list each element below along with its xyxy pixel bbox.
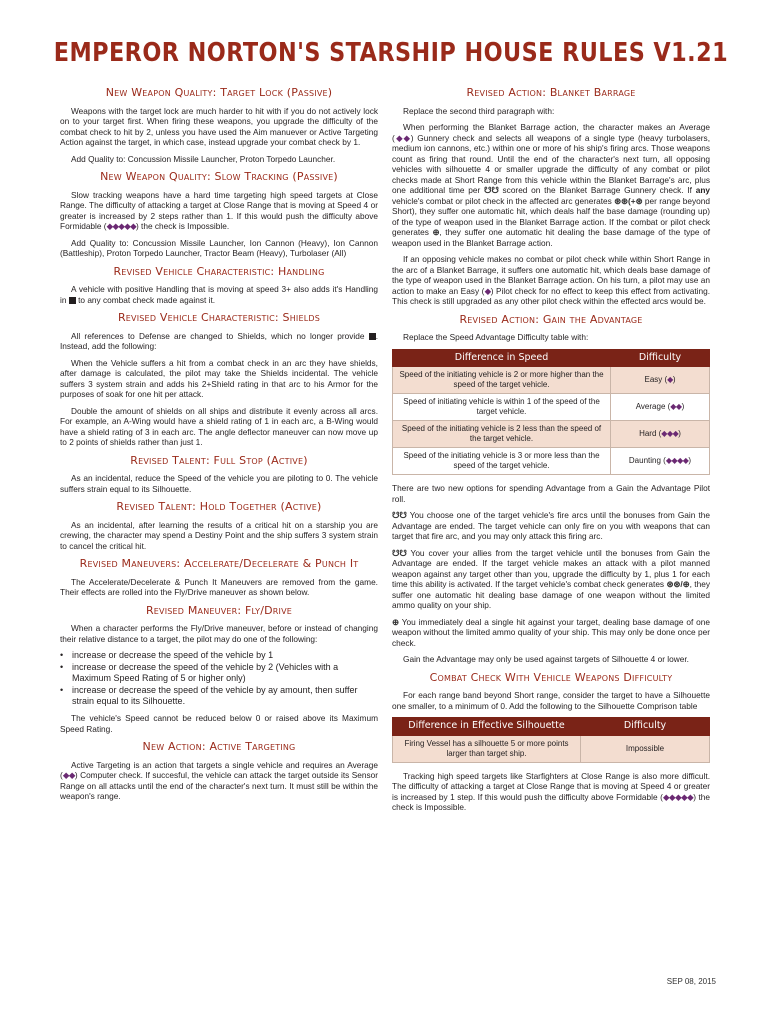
section-heading-fly-drive: Revised Maneuver: Fly/Drive	[145, 603, 293, 617]
footer-date: SEP 08, 2015	[666, 977, 716, 986]
table-row: Speed of initiating vehicle is within 1 of the speed of the target vehicle. Average (◆◆)	[393, 394, 710, 421]
paragraph: ☋☋ You choose one of the target vehicle's fire arcs until the bonuses from Gain the Advantage are ended. The target vehicle can only fire on you with weapons that can target that fire arc, and you may only attack this firing arc.	[392, 510, 711, 541]
difficulty-dice-icon: ◆◆	[62, 770, 75, 780]
paragraph: Add Quality to: Concussion Missile Launcher, Proton Torpedo Launcher.	[71, 153, 336, 164]
paragraph: The vehicle's Speed cannot be reduced below 0 or raised above its Maximum Speed Rating.	[60, 713, 378, 734]
triumph-symbol-icon: ⊛⊛/⊕	[666, 579, 690, 589]
table-header: Difference in Effective Silhouette	[393, 718, 581, 736]
advantage-symbol-icon: ☋☋	[392, 510, 407, 520]
paragraph: Replace the Speed Advantage Difficulty table with:	[403, 332, 589, 342]
list-item: • increase or decrease the speed of the vehicle by ay amount, then suffer strain equal to its Silhouette.	[60, 685, 378, 707]
section-heading-target-lock: New Weapon Quality: Target Lock (Passive)	[105, 86, 333, 99]
difficulty-dice-icon: ◆	[667, 375, 673, 384]
list-item: • increase or decrease the speed of the vehicle by 1	[60, 650, 378, 661]
section-heading-combat-check: Combat Check With Vehicle Weapons Difficulty	[429, 670, 673, 684]
paragraph: Double the amount of shields on all ships and distribute it evenly across all arcs. For example, an A-Wing would have a shield rating of 1 in each arc, a B-Wing would have a shield rating of 3 in each arc. The angle deflector maneuver can now move up to 2 points of shields rather than just 1.	[60, 405, 378, 447]
table-row: Speed of the initiating vehicle is 2 less than the speed of the target vehicle. Hard (◆◆◆)	[393, 421, 710, 448]
setback-die-icon	[369, 333, 376, 340]
paragraph: Weapons with the target lock are much harder to hit with if you do not actively lock on to your target first. When firing these weapons, you upgrade the difficulty of the combat check to hit by 2, unless you have used the Aim manuever or Active Targeting Action against the target, in which case, instead upgrade your combat check by 1.	[60, 105, 378, 147]
left-column	[60, 80, 378, 808]
paragraph: Gain the Advantage may only be used against targets of Silhouette 4 or lower.	[403, 654, 689, 664]
triumph-symbol-icon: ⊛⊛(+⊛	[614, 195, 643, 206]
section-heading-accelerate: Revised Maneuvers: Accelerate/Decelerate & Punch It	[79, 557, 359, 570]
difficulty-dice-icon: ◆◆◆	[661, 429, 679, 438]
paragraph: For each range band beyond Short range, consider the target to have a Silhouette one smaller, to a minimum of 0. Add the following to the Silhouette Comprison table	[392, 690, 710, 711]
section-heading-active-targeting: New Action: Active Targeting	[142, 740, 296, 753]
paragraph: Slow tracking weapons have a hard time targeting high speed targets at Close Range. The difficulty of attacking a target at Close Range that is moving at Speed 4 or greater is increased by 2 steps rather than 1. If this would push the difficulty above Formidable (◆◆◆◆◆) the check is Impossible.	[60, 189, 378, 231]
paragraph: Replace the second third paragraph with:	[403, 105, 555, 116]
paragraph: ☋☋ You cover your allies from the target vehicle until the bonuses from Gain the Advantage are ended. If the target vehicle makes an attack with a pilot manned weapon against any target other than you, upgrade the difficulty by 1, plus 1 for each time this ability is activated. If the target vehicle's combat check generates ⊛⊛/⊕, they suffer one automatic hit dealing base damage of one weapon without the limited ammo quality on your ship.	[392, 547, 711, 610]
table-row: Speed of the initiating vehicle is 2 or more higher than the speed of the target vehicle. Easy (◆)	[393, 367, 710, 394]
paragraph: Add Quality to: Concussion Missile Launcher, Ion Cannon (Heavy), Ion Cannon (Battleship), Proton Torpedo Launcher, Tractor Beam (Heavy), Turbolaser (All)	[60, 237, 378, 258]
section-heading-slow-tracking: New Weapon Quality: Slow Tracking (Passive)	[100, 170, 338, 183]
section-heading-handling: Revised Vehicle Characteristic: Handling	[113, 264, 325, 278]
difficulty-dice-icon: ◆◆◆◆◆	[106, 221, 136, 231]
bullet-list	[60, 650, 378, 707]
paragraph: When performing the Blanket Barrage action, the character makes an Average (◆◆) Gunnery check and selects all weapons of a single type (heavy turbolasers, medium ion cannons, etc.) within one or more of his ship's firing arcs. Those weapons count as firing that round. Until the end of the character's next turn, all opposing vehicles with silhouette 4 or smaller upgrade the difficulty of any combat or pilot checks made at Short Range from this vehicle within the Blanket Barrage's arc, plus one additional time per ☋☋ scored on the Blanket Barrage Gunnery check. If any vehicle's combat or pilot check in the affected arc generates ⊛⊛(+⊛ per range beyond Short), they suffer one automatic hit, which deals half the base damage (rounding up) of the type of weapon used in the Blanket Barrage action. If the combat or pilot check generates ⊕, they suffer one automatic hit dealing the base damage of the type of weapon used in the Blanket Barrage action.	[392, 122, 711, 248]
paragraph: Tracking high speed targets like Starfighters at Close Range is also more difficult. The difficulty of attacking a target at Close Range that is moving at Speed 4 or greater is increased by 1 step. If this would push the difficulty above Formidable (◆◆◆◆◆) the check is Impossible.	[392, 770, 710, 812]
advantage-symbol-icon: ☋☋	[392, 547, 407, 558]
difficulty-dice-icon: ◆◆◆◆	[665, 456, 689, 465]
paragraph: A vehicle with positive Handling that is moving at speed 3+ also adds it's Handling in to any combat check made against it.	[60, 284, 378, 305]
table-header: Difference in Speed	[393, 349, 611, 367]
difficulty-dice-icon: ◆◆◆◆◆	[662, 791, 694, 802]
setback-die-icon	[69, 297, 76, 304]
paragraph: As an incidental, reduce the Speed of the vehicle you are piloting to 0. The vehicle suffers strain equal to its Silhouette.	[60, 473, 378, 494]
speed-difficulty-table	[392, 349, 710, 476]
paragraph: As an incidental, after learning the results of a critical hit on a starship you are crewing, the character may spend a Destiny Point and the ship suffers 3 system strain to cancel the critical hit.	[60, 519, 378, 551]
paragraph: Active Targeting is an action that targets a single vehicle and requires an Average (◆◆) Computer check. If succesful, the vehicle can attack the target outside its Sensor Range on all attacks until the end of the character's next turn. It must still be within the weapon's range.	[60, 759, 379, 801]
difficulty-dice-icon: ◆◆	[394, 132, 411, 143]
table-row: Firing Vessel has a silhouette 5 or more points larger than target ship. Impossible	[393, 735, 710, 762]
difficulty-dice-icon: ◆	[484, 285, 491, 296]
table-header: Difficulty	[611, 349, 710, 367]
table-header: Difficulty	[581, 718, 710, 736]
section-heading-blanket-barrage: Revised Action: Blanket Barrage	[466, 86, 636, 99]
page-title: EMPEROR NORTON'S STARSHIP HOUSE RULES V1.21	[53, 38, 729, 68]
triumph-symbol-icon: ⊕	[392, 616, 399, 627]
difficulty-dice-icon: ◆◆	[670, 402, 682, 411]
silhouette-difficulty-table	[392, 717, 710, 763]
section-heading-gain-advantage: Revised Action: Gain the Advantage	[459, 312, 643, 326]
table-row: Speed of the initiating vehicle is 3 or more less than the speed of the target vehicle. Daunting (◆◆◆◆)	[393, 448, 710, 475]
paragraph: ⊕ You immediately deal a single hit against your target, dealing base damage of one weapon without the limited ammo quality of your ship. This may only be done once per check.	[392, 616, 710, 648]
section-heading-full-stop: Revised Talent: Full Stop (Active)	[130, 453, 308, 467]
paragraph: There are two new options for spending Advantage from a Gain the Advantage Pilot roll.	[392, 483, 710, 504]
paragraph: If an opposing vehicle makes no combat or pilot check while within Short Range in the arc of a Blanket Barrage, it suffers one automatic hit, which deals base damage of the type of weapon used in the Blanket Barrage action. On his turn, a pilot may use an action to make an Easy (◆) Pilot check for no effect to keep this effect from activating. This check is still upgraded as any other pilot check within the effected arcs would be.	[392, 254, 711, 306]
list-item: • increase or decrease the speed of the vehicle by 2 (Vehicles with a Maximum Speed Rating of 5 or higher only)	[60, 662, 378, 684]
paragraph: When a character performs the Fly/Drive maneuver, before or instead of changing their relative distance to a target, the pilot may do one of the following:	[60, 623, 378, 644]
section-heading-shields: Revised Vehicle Characteristic: Shields	[117, 311, 321, 324]
section-heading-hold-together: Revised Talent: Hold Together (Active)	[116, 500, 322, 513]
paragraph: When the Vehicle suffers a hit from a combat check in an arc they have shields, after damage is calculated, the pilot may take the Shields incidental. The vehicle suffers 3 system strain and adds his 2+Shield rating in that arc to his Armor for the purposes of soak for one hit per attack.	[60, 357, 378, 399]
despair-symbol-icon: ⊕	[432, 227, 440, 237]
threat-symbol-icon: ☋☋	[484, 185, 499, 195]
right-column	[392, 80, 710, 819]
paragraph: All references to Defense are changed to Shields, which no longer provide . Instead, add the following:	[60, 330, 379, 351]
paragraph: The Accelerate/Decelerate & Punch It Maneuvers are removed from the game. Their effects are rolled into the Fly/Drive maneuver as shown below.	[60, 576, 378, 597]
